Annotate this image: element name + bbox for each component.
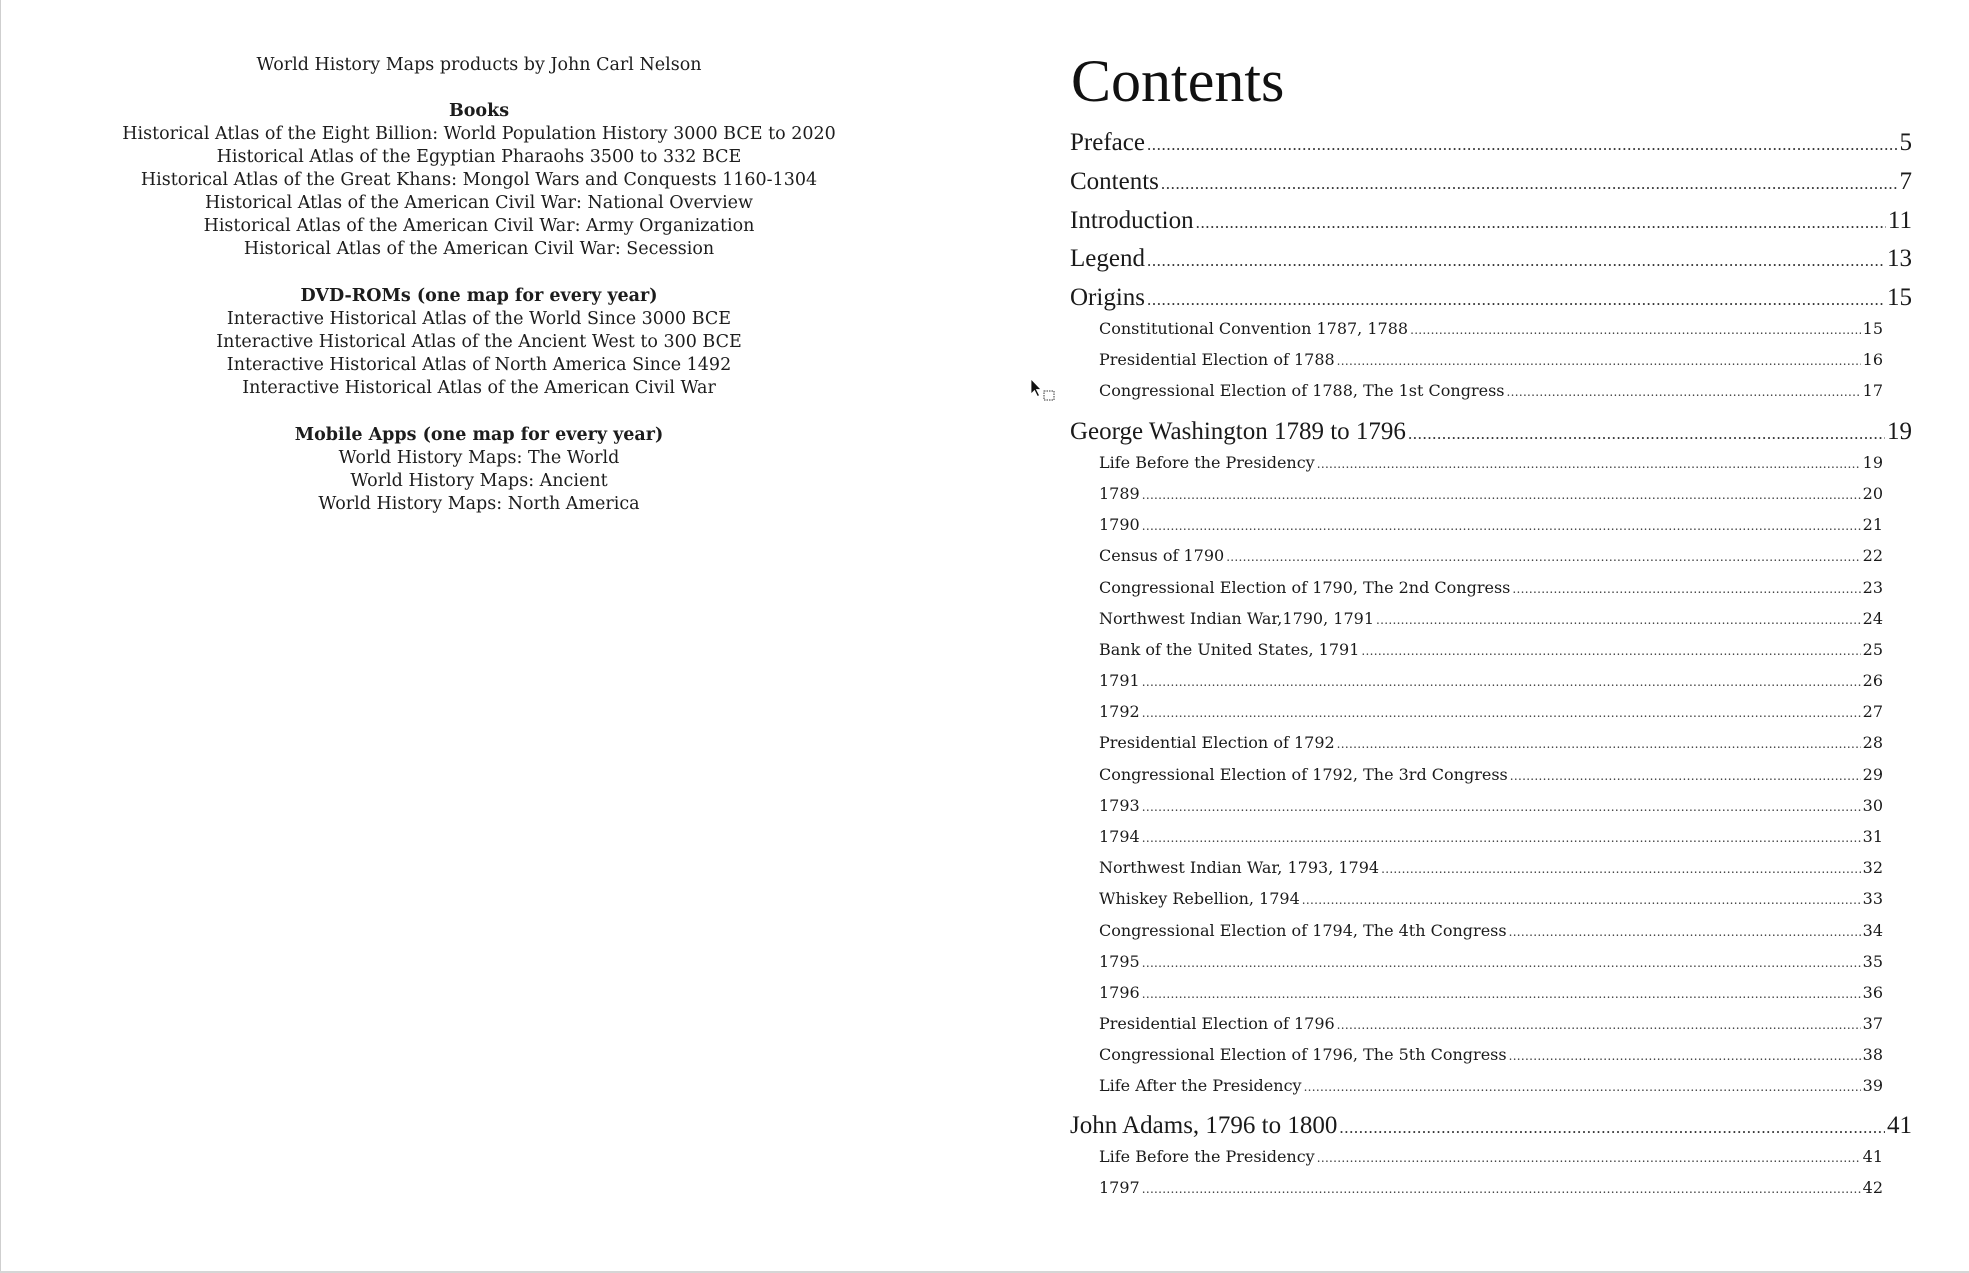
- toc-section-entry[interactable]: [1099, 483, 1883, 506]
- toc-entry-page-number: 5: [1899, 129, 1912, 156]
- toc-section-entry[interactable]: [1099, 857, 1883, 880]
- toc-section-entry[interactable]: [1099, 1177, 1883, 1200]
- product-item: Historical Atlas of the Egyptian Pharaohs 3500 to 332 BCE: [216, 147, 742, 167]
- toc-dot-leader: [1376, 609, 1861, 631]
- toc-entry-title: Constitutional Convention 1787, 1788: [1099, 319, 1409, 338]
- toc-dot-leader: [1142, 952, 1861, 974]
- toc-entry-title: Congressional Election of 1796, The 5th Congress: [1099, 1045, 1507, 1064]
- toc-entry-title: Origins: [1070, 284, 1145, 311]
- toc-entry-page-number: 22: [1862, 546, 1883, 565]
- toc-section-entry[interactable]: [1099, 670, 1883, 693]
- toc-section-entry[interactable]: [1099, 1075, 1883, 1098]
- toc-entry-page-number: 28: [1862, 733, 1883, 752]
- toc-section-entry[interactable]: [1099, 701, 1883, 724]
- product-item: Historical Atlas of the American Civil War: Army Organization: [203, 216, 755, 236]
- toc-dot-leader: [1506, 381, 1860, 403]
- toc-section-entry[interactable]: [1099, 577, 1883, 600]
- toc-section-entry[interactable]: [1099, 318, 1883, 341]
- toc-entry-title: 1796: [1099, 983, 1140, 1002]
- toc-section-entry[interactable]: [1099, 1013, 1883, 1036]
- toc-entry-page-number: 15: [1887, 284, 1912, 311]
- toc-entry-title: Preface: [1070, 129, 1145, 156]
- toc-entry-title: 1792: [1099, 702, 1140, 721]
- toc-entry-title: Presidential Election of 1788: [1099, 350, 1335, 369]
- toc-chapter-entry[interactable]: [1070, 128, 1912, 160]
- toc-entry-page-number: 23: [1862, 578, 1883, 597]
- toc-entry-page-number: 32: [1862, 858, 1883, 877]
- toc-entry-page-number: 26: [1862, 671, 1883, 690]
- toc-entry-page-number: 16: [1862, 350, 1883, 369]
- mobile-apps-section: [0, 424, 958, 516]
- toc-entry-title: 1794: [1099, 827, 1140, 846]
- toc-entry-title: 1791: [1099, 671, 1140, 690]
- toc-section-entry[interactable]: [1099, 639, 1883, 662]
- toc-dot-leader: [1337, 733, 1861, 755]
- toc-chapter-entry[interactable]: [1070, 206, 1912, 238]
- toc-entry-title: Contents: [1070, 168, 1159, 195]
- product-item: Interactive Historical Atlas of the Ancient West to 300 BCE: [216, 332, 742, 352]
- toc-chapter-entry[interactable]: [1070, 283, 1912, 315]
- toc-dot-leader: [1142, 702, 1861, 724]
- toc-dot-leader: [1142, 796, 1861, 818]
- toc-entry-title: Bank of the United States, 1791: [1099, 640, 1360, 659]
- product-item: Historical Atlas of the American Civil War: Secession: [243, 239, 715, 259]
- toc-entry-page-number: 20: [1862, 484, 1883, 503]
- toc-entry-page-number: 41: [1887, 1112, 1912, 1139]
- toc-dot-leader: [1337, 350, 1861, 372]
- toc-entry-title: Introduction: [1070, 207, 1194, 234]
- toc-entry-page-number: 17: [1862, 381, 1883, 400]
- toc-dot-leader: [1317, 1147, 1861, 1169]
- toc-section-entry[interactable]: [1099, 452, 1883, 475]
- toc-dot-leader: [1381, 858, 1861, 880]
- toc-dot-leader: [1509, 1045, 1861, 1067]
- right-page: [1070, 0, 1915, 1273]
- toc-section-entry[interactable]: [1099, 888, 1883, 911]
- toc-entry-title: Northwest Indian War,1790, 1791: [1099, 609, 1374, 628]
- books-section: [0, 100, 958, 261]
- toc-entry-page-number: 19: [1887, 418, 1912, 445]
- toc-entry-title: Life After the Presidency: [1099, 1076, 1302, 1095]
- toc-entry-page-number: 37: [1862, 1014, 1883, 1033]
- product-item: Interactive Historical Atlas of North America Since 1492: [226, 355, 732, 375]
- toc-entry-title: Congressional Election of 1788, The 1st Congress: [1099, 381, 1505, 400]
- toc-dot-leader: [1226, 546, 1860, 568]
- toc-dot-leader: [1142, 1178, 1861, 1200]
- toc-dot-leader: [1196, 208, 1886, 238]
- toc-section-entry[interactable]: [1099, 380, 1883, 403]
- toc-entry-page-number: 11: [1887, 207, 1912, 234]
- toc-section-entry[interactable]: [1099, 826, 1883, 849]
- toc-entry-page-number: 41: [1862, 1147, 1883, 1166]
- product-item: Historical Atlas of the American Civil War: National Overview: [204, 193, 754, 213]
- toc-dot-leader: [1512, 578, 1860, 600]
- toc-entry-title: Legend: [1070, 245, 1145, 272]
- product-item: World History Maps: North America: [318, 494, 640, 514]
- toc-entry-page-number: 15: [1862, 319, 1883, 338]
- toc-section-entry[interactable]: [1099, 764, 1883, 787]
- left-page: [0, 0, 958, 1273]
- toc-entry-page-number: 29: [1862, 765, 1883, 784]
- toc-entry-title: Presidential Election of 1792: [1099, 733, 1335, 752]
- toc-entry-page-number: 19: [1862, 453, 1883, 472]
- toc-dot-leader: [1302, 889, 1861, 911]
- product-item: World History Maps: The World: [338, 448, 620, 468]
- toc-entry-title: Life Before the Presidency: [1099, 1147, 1315, 1166]
- toc-entry-page-number: 21: [1862, 515, 1883, 534]
- product-item: Interactive Historical Atlas of the World Since 3000 BCE: [226, 309, 732, 329]
- toc-dot-leader: [1161, 169, 1898, 199]
- toc-dot-leader: [1147, 285, 1885, 315]
- toc-section-entry[interactable]: [1099, 920, 1883, 943]
- toc-dot-leader: [1339, 1113, 1885, 1143]
- toc-entry-title: Census of 1790: [1099, 546, 1225, 565]
- toc-entry-title: Life Before the Presidency: [1099, 453, 1315, 472]
- products-title: World History Maps products by John Carl Nelson: [256, 55, 702, 75]
- contents-title: Contents: [1071, 48, 1285, 114]
- toc-entry-page-number: 27: [1862, 702, 1883, 721]
- toc-entry-page-number: 30: [1862, 796, 1883, 815]
- toc-chapter-entry[interactable]: [1070, 1111, 1912, 1143]
- toc-chapter-entry[interactable]: [1070, 167, 1912, 199]
- toc-entry-page-number: 38: [1862, 1045, 1883, 1064]
- toc-section-entry[interactable]: [1099, 732, 1883, 755]
- toc-section-entry[interactable]: [1099, 951, 1883, 974]
- toc-section-entry[interactable]: [1099, 514, 1883, 537]
- toc-chapter-entry[interactable]: [1070, 244, 1912, 276]
- toc-entry-page-number: 7: [1899, 168, 1912, 195]
- pointer-arrow-icon: [1030, 378, 1058, 404]
- toc-entry-title: Whiskey Rebellion, 1794: [1099, 889, 1300, 908]
- toc-entry-title: Congressional Election of 1794, The 4th Congress: [1099, 921, 1507, 940]
- toc-dot-leader: [1304, 1076, 1861, 1098]
- dvd-roms-section: [0, 285, 958, 400]
- toc-entry-page-number: 42: [1862, 1178, 1883, 1197]
- section-heading: Mobile Apps (one map for every year): [294, 425, 664, 445]
- toc-dot-leader: [1337, 1014, 1861, 1036]
- toc-section-entry[interactable]: [1099, 349, 1883, 372]
- toc-dot-leader: [1410, 319, 1861, 341]
- toc-dot-leader: [1408, 419, 1885, 449]
- section-heading: DVD-ROMs (one map for every year): [300, 286, 658, 306]
- toc-dot-leader: [1142, 827, 1861, 849]
- toc-dot-leader: [1142, 484, 1861, 506]
- toc-entry-title: Northwest Indian War, 1793, 1794: [1099, 858, 1380, 877]
- toc-entry-title: Congressional Election of 1792, The 3rd Congress: [1099, 765, 1508, 784]
- toc-section-entry[interactable]: [1099, 795, 1883, 818]
- toc-dot-leader: [1509, 921, 1861, 943]
- toc-entry-title: Congressional Election of 1790, The 2nd Congress: [1099, 578, 1511, 597]
- section-heading: Books: [448, 101, 510, 121]
- toc-section-entry[interactable]: [1099, 1146, 1883, 1169]
- toc-section-entry[interactable]: [1099, 1044, 1883, 1067]
- toc-dot-leader: [1142, 515, 1861, 537]
- toc-entry-page-number: 33: [1862, 889, 1883, 908]
- toc-chapter-entry[interactable]: [1070, 417, 1912, 449]
- product-item: Interactive Historical Atlas of the American Civil War: [242, 378, 716, 398]
- toc-dot-leader: [1361, 640, 1860, 662]
- toc-entry-title: John Adams, 1796 to 1800: [1070, 1112, 1338, 1139]
- toc-entry-title: George Washington 1789 to 1796: [1070, 418, 1406, 445]
- toc-section-entry[interactable]: [1099, 545, 1883, 568]
- toc-dot-leader: [1142, 983, 1861, 1005]
- toc-entry-page-number: 34: [1862, 921, 1883, 940]
- toc-dot-leader: [1317, 453, 1861, 475]
- toc-dot-leader: [1147, 130, 1898, 160]
- product-item: Historical Atlas of the Eight Billion: World Population History 3000 BCE to 2020: [122, 124, 836, 144]
- toc-entry-title: Presidential Election of 1796: [1099, 1014, 1335, 1033]
- product-item: Historical Atlas of the Great Khans: Mongol Wars and Conquests 1160-1304: [140, 170, 818, 190]
- toc-section-entry[interactable]: [1099, 982, 1883, 1005]
- toc-entry-page-number: 36: [1862, 983, 1883, 1002]
- toc-entry-title: 1789: [1099, 484, 1140, 503]
- toc-dot-leader: [1510, 765, 1861, 787]
- toc-dot-leader: [1142, 671, 1861, 693]
- toc-entry-page-number: 39: [1862, 1076, 1883, 1095]
- toc-entry-title: 1793: [1099, 796, 1140, 815]
- toc-entry-page-number: 25: [1862, 640, 1883, 659]
- product-item: World History Maps: Ancient: [350, 471, 608, 491]
- products-title-block: [0, 54, 958, 77]
- toc-entry-page-number: 35: [1862, 952, 1883, 971]
- toc-entry-title: 1797: [1099, 1178, 1140, 1197]
- toc-entry-page-number: 31: [1862, 827, 1883, 846]
- toc-dot-leader: [1147, 246, 1885, 276]
- toc-entry-title: 1795: [1099, 952, 1140, 971]
- toc-section-entry[interactable]: [1099, 608, 1883, 631]
- toc-entry-title: 1790: [1099, 515, 1140, 534]
- toc-entry-page-number: 13: [1887, 245, 1912, 272]
- toc-entry-page-number: 24: [1862, 609, 1883, 628]
